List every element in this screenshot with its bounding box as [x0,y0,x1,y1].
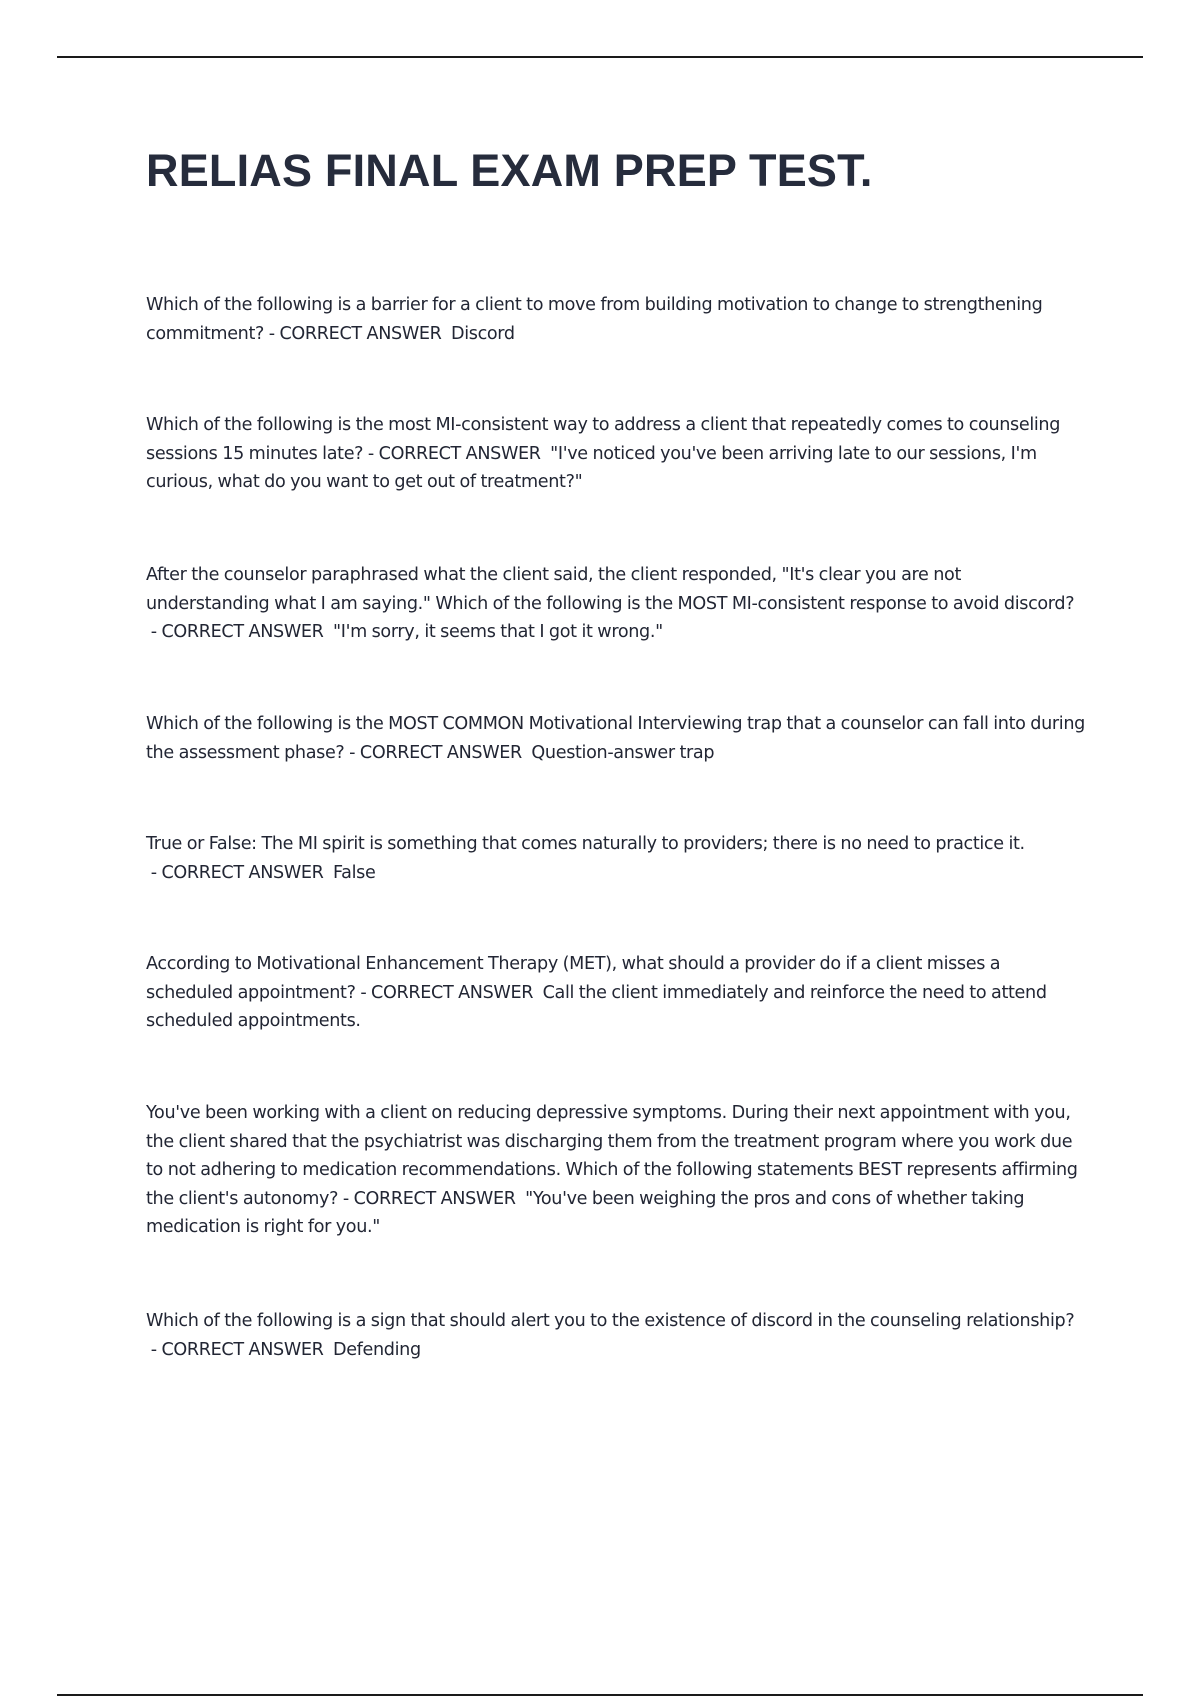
question-text: True or False: The MI spirit is something that comes naturally to providers; there is no need to practice it. [146,834,1025,854]
question-item [146,830,1086,887]
correct-answer-label: - CORRECT ANSWER [355,982,543,1003]
answer-text: False [333,862,376,883]
page-title: RELIAS FINAL EXAM PREP TEST. [146,145,873,196]
question-item [146,1307,1086,1364]
question-text: After the counselor paraphrased what the client said, the client responded, "It's clear you are not understanding what I am saying." Which of the following is the MOST MI-consistent response to avoid discord? [146,565,1075,614]
question-item [146,950,1086,1036]
correct-answer-label: - CORRECT ANSWER [264,323,452,344]
answer-text: Question-answer trap [531,742,715,763]
question-text: You've been working with a client on reducing depressive symptoms. During their next appointment with you, the client shared that the psychiatrist was discharging them from the treatment program where you work due to not adhering to medication recommendations. Which of the following statements BEST represents affirming the client's autonomy? [146,1103,1078,1209]
correct-answer-label: - CORRECT ANSWER [146,622,333,643]
correct-answer-label: - CORRECT ANSWER [344,742,532,763]
correct-answer-label: - CORRECT ANSWER [363,443,551,464]
question-item [146,561,1086,647]
correct-answer-label: - CORRECT ANSWER [146,1339,333,1360]
answer-text: Discord [451,323,515,344]
question-item [146,291,1086,348]
answer-text: Call the client immediately and reinforce the need to attend scheduled appointments. [146,982,1047,1032]
question-text: According to Motivational Enhancement Therapy (MET), what should a provider do if a client misses a scheduled appointment? [146,954,1001,1003]
question-item [146,710,1086,767]
question-item [146,411,1086,497]
bottom-rule [57,1694,1143,1696]
correct-answer-label: - CORRECT ANSWER [146,862,333,883]
question-text: Which of the following is the MOST COMMON Motivational Interviewing trap that a counselor can fall into during the assessment phase? [146,714,1085,763]
top-rule [57,56,1143,58]
question-text: Which of the following is a barrier for a client to move from building motivation to change to strengthening commitment? [146,295,1043,344]
answer-text: "I'm sorry, it seems that I got it wrong." [333,622,663,643]
question-item [146,1099,1086,1242]
question-text: Which of the following is the most MI-consistent way to address a client that repeatedly comes to counseling sessions 15 minutes late? [146,415,1061,464]
answer-text: "I've noticed you've been arriving late to our sessions, I'm curious, what do you want to get out of treatment?" [146,443,1037,493]
question-text: Which of the following is a sign that should alert you to the existence of discord in the counseling relationship? [146,1311,1075,1331]
answer-text: "You've been weighing the pros and cons of whether taking medication is right for you." [146,1188,1025,1238]
correct-answer-label: - CORRECT ANSWER [338,1188,526,1209]
answer-text: Defending [333,1339,421,1360]
